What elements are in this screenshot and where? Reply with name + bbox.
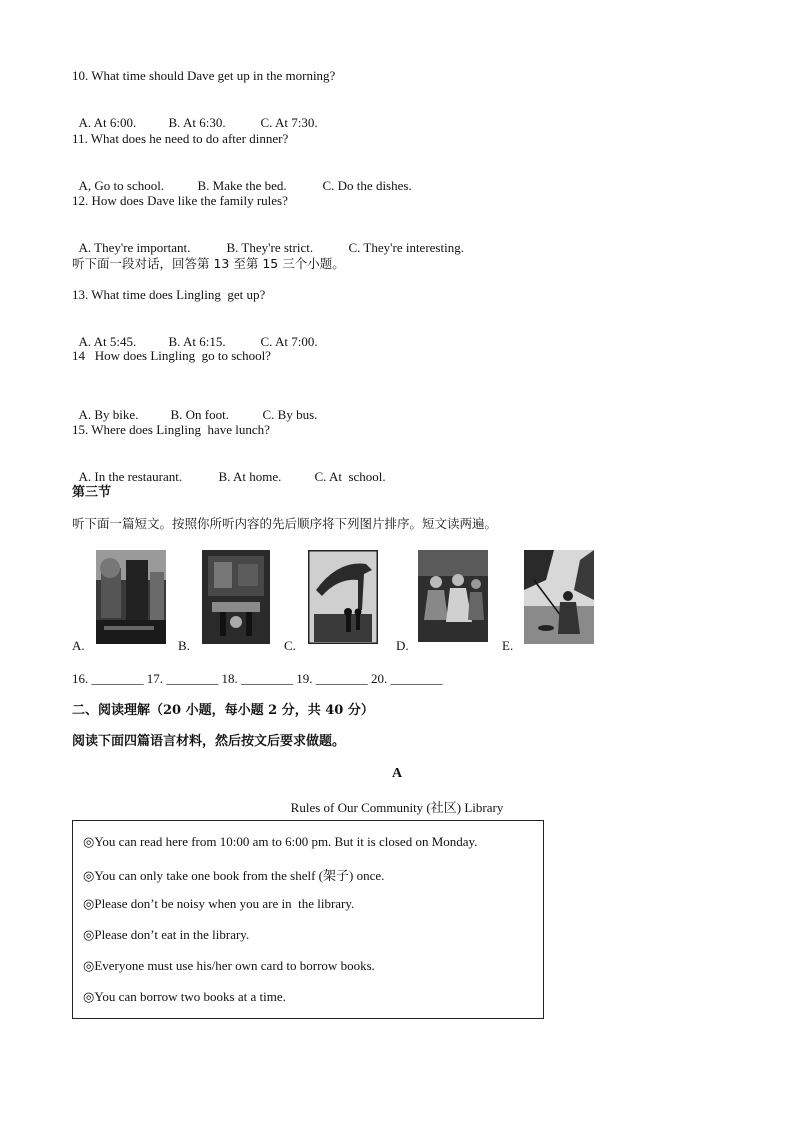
picture-interior-scene-icon [202, 550, 270, 644]
option-b: B. They're strict. [226, 240, 314, 255]
passage-title: Rules of Our Community (社区) Library [290, 800, 504, 815]
rule-item: ◎Please don’t be noisy when you are in the library. [83, 896, 355, 911]
option-b: B. On foot. [170, 407, 229, 422]
options-15 [72, 453, 386, 485]
option-b: B. At 6:15. [168, 334, 226, 349]
passage-letter: A [391, 766, 403, 781]
option-c: C. By bus. [262, 407, 318, 422]
picture-people-dancing-icon [418, 550, 488, 642]
picture-row [72, 550, 612, 654]
question-11: 11. What does he need to do after dinner? [72, 131, 289, 146]
picture-street-scene-icon [96, 550, 166, 644]
picture-label-d: D. [396, 638, 409, 653]
option-a: A. By bike. [78, 407, 139, 422]
rule-item: ◎Everyone must use his/her own card to borrow books. [83, 958, 375, 973]
picture-label-b: B. [178, 638, 190, 653]
picture-label-e: E. [502, 638, 514, 653]
rule-item: ◎Please don’t eat in the library. [83, 927, 250, 942]
option-c: C. At 7:30. [260, 115, 318, 130]
question-15: 15. Where does Lingling have lunch? [72, 422, 270, 437]
option-b: B. Make the bed. [197, 178, 287, 193]
answer-blanks: 16. ________ 17. ________ 18. ________ 19. ________ 20. ________ [72, 671, 443, 686]
rule-item: ◎You can borrow two books at a time. [83, 989, 286, 1004]
options-10 [72, 99, 318, 131]
options-12 [72, 224, 464, 256]
option-b: B. At 6:30. [168, 115, 226, 130]
options-14 [72, 391, 317, 423]
option-a: A. At 6:00. [78, 115, 137, 130]
options-13 [72, 318, 318, 350]
option-c: C. At 7:00. [260, 334, 318, 349]
instruction-13-15: 听下面一段对话，回答第 13 至第 15 三个小题。 [72, 256, 345, 271]
rule-item: ◎You can only take one book from the shelf (架子) once. [83, 868, 385, 883]
options-11 [72, 162, 412, 194]
option-a: A. They're important. [78, 240, 191, 255]
question-10: 10. What time should Dave get up in the morning? [72, 68, 336, 83]
rule-item: ◎You can read here from 10:00 am to 6:00 pm. But it is closed on Monday. [83, 834, 478, 849]
part-2-title: 二、阅读理解（20 小题，每小题 2 分，共 40 分） [72, 703, 374, 718]
section-3-instruction: 听下面一篇短文。按照你所听内容的先后顺序将下列图片排序。短文读两遍。 [72, 516, 498, 531]
option-b: B. At home. [218, 469, 282, 484]
question-14: 14 How does Lingling go to school? [72, 348, 271, 363]
option-c: C. Do the dishes. [322, 178, 412, 193]
option-a: A. At 5:45. [78, 334, 137, 349]
question-13: 13. What time does Lingling get up? [72, 287, 266, 302]
picture-giraffe-icon [308, 550, 378, 644]
part-2-instruction: 阅读下面四篇语言材料，然后按文后要求做题。 [72, 734, 346, 749]
question-12: 12. How does Dave like the family rules? [72, 193, 288, 208]
option-a: A. In the restaurant. [78, 469, 183, 484]
picture-fishing-icon [524, 550, 594, 644]
option-c: C. They're interesting. [348, 240, 464, 255]
section-3-title: 第三节 [72, 485, 112, 500]
picture-label-a: A. [72, 638, 85, 653]
option-a: A, Go to school. [78, 178, 165, 193]
rules-box [72, 820, 544, 1019]
option-c: C. At school. [314, 469, 386, 484]
picture-label-c: C. [284, 638, 296, 653]
